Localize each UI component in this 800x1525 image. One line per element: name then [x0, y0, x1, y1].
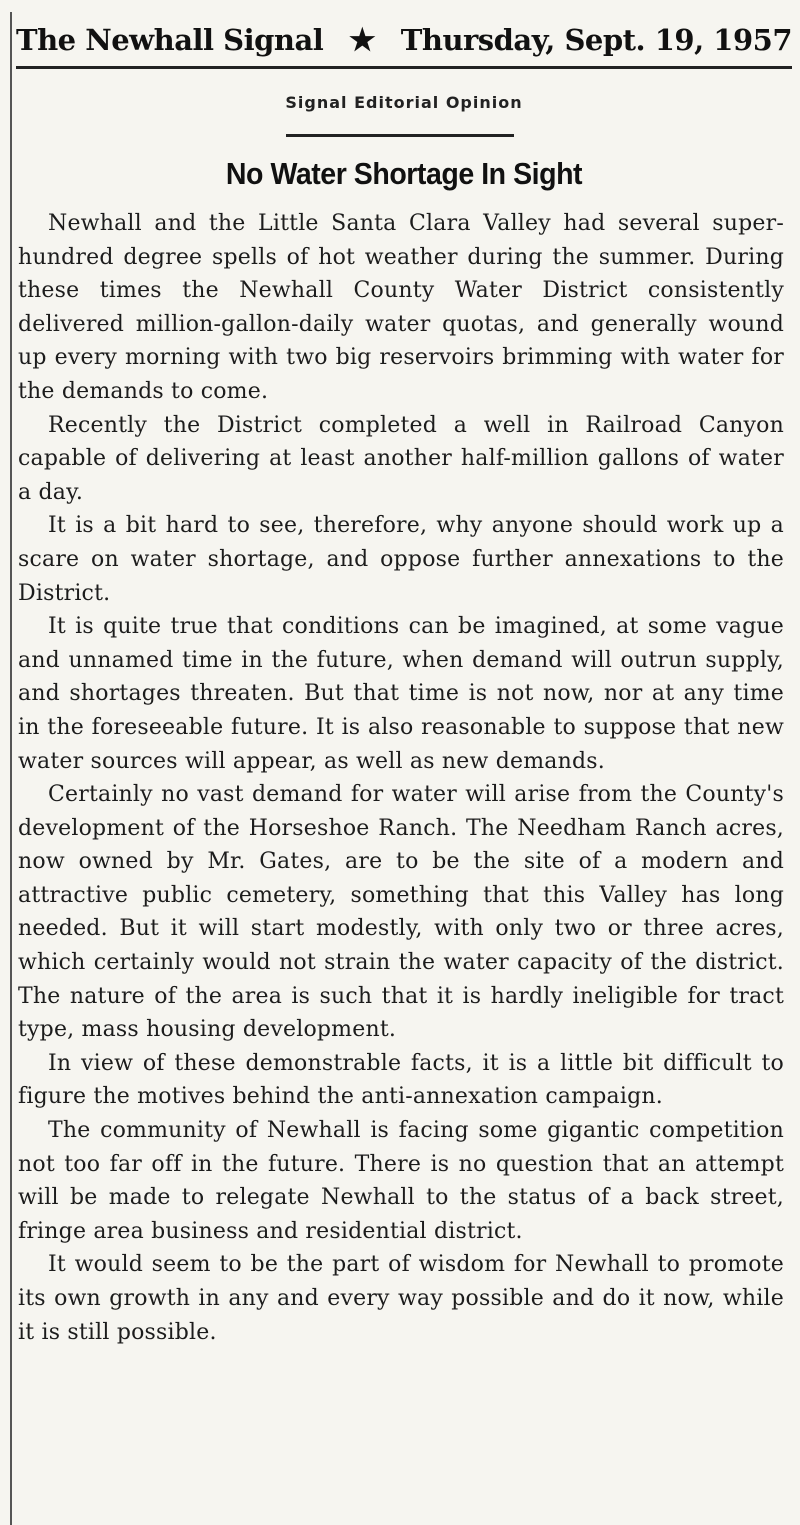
paragraph: In view of these demonstrable facts, it is a little bit difficult to figure the motives behind the anti-annexation campaign.: [18, 1050, 784, 1110]
masthead-divider: [16, 66, 792, 69]
paragraph: Newhall and the Little Santa Clara Valley had several super-hundred degree spells of hot weather during the summer. During these times the Newhall County Water District consistently delivered million-gallon-daily water quotas, and generally wound up every morning with two big reservoirs brimming with water for the demands to come.: [18, 211, 784, 404]
paragraph: It is a bit hard to see, therefore, why anyone should work up a scare on water shortage, and oppose further annexations to the District.: [18, 513, 784, 606]
paragraph: The community of Newhall is facing some gigantic competition not too far off in the future. There is no question that an attempt will be made to relegate Newhall to the status of a back street, fringe area business and residential district.: [18, 1118, 784, 1244]
article-body: [18, 207, 784, 1349]
headline: No Water Shortage In Sight: [225, 156, 583, 191]
paper-name: The Newhall Signal: [16, 23, 324, 57]
paragraph: It would seem to be the part of wisdom for Newhall to promote its own growth in any and every way possible and do it now, while it is still possible.: [18, 1252, 784, 1345]
star-icon: ★: [348, 22, 376, 58]
paragraph: Certainly no vast demand for water will arise from the County's development of the Horseshoe Ranch. The Needham Ranch acres, now owned by Mr. Gates, are to be the site of a modern and attractive public cemetery, something that this Valley has long needed. But it will start modestly, with only two or three acres, which certainly would not strain the water capacity of the district. The nature of the area is such that it is hardly ineligible for tract type, mass housing development.: [18, 782, 784, 1043]
masthead: [16, 18, 792, 62]
issue-date: Thursday, Sept. 19, 1957: [400, 23, 792, 57]
column-rule: [10, 12, 12, 1525]
paragraph: Recently the District completed a well in Railroad Canyon capable of delivering at least another half-million gallons of water a day.: [18, 412, 784, 505]
paragraph: It is quite true that conditions can be imagined, at some vague and unnamed time in the future, when demand will outrun supply, and shortages threaten. But that time is not now, nor at any time in the foreseeable future. It is also reasonable to suppose that new water sources will appear, as well as new demands.: [18, 614, 784, 774]
section-label: Signal Editorial Opinion: [285, 93, 523, 112]
title-divider: [286, 134, 514, 137]
